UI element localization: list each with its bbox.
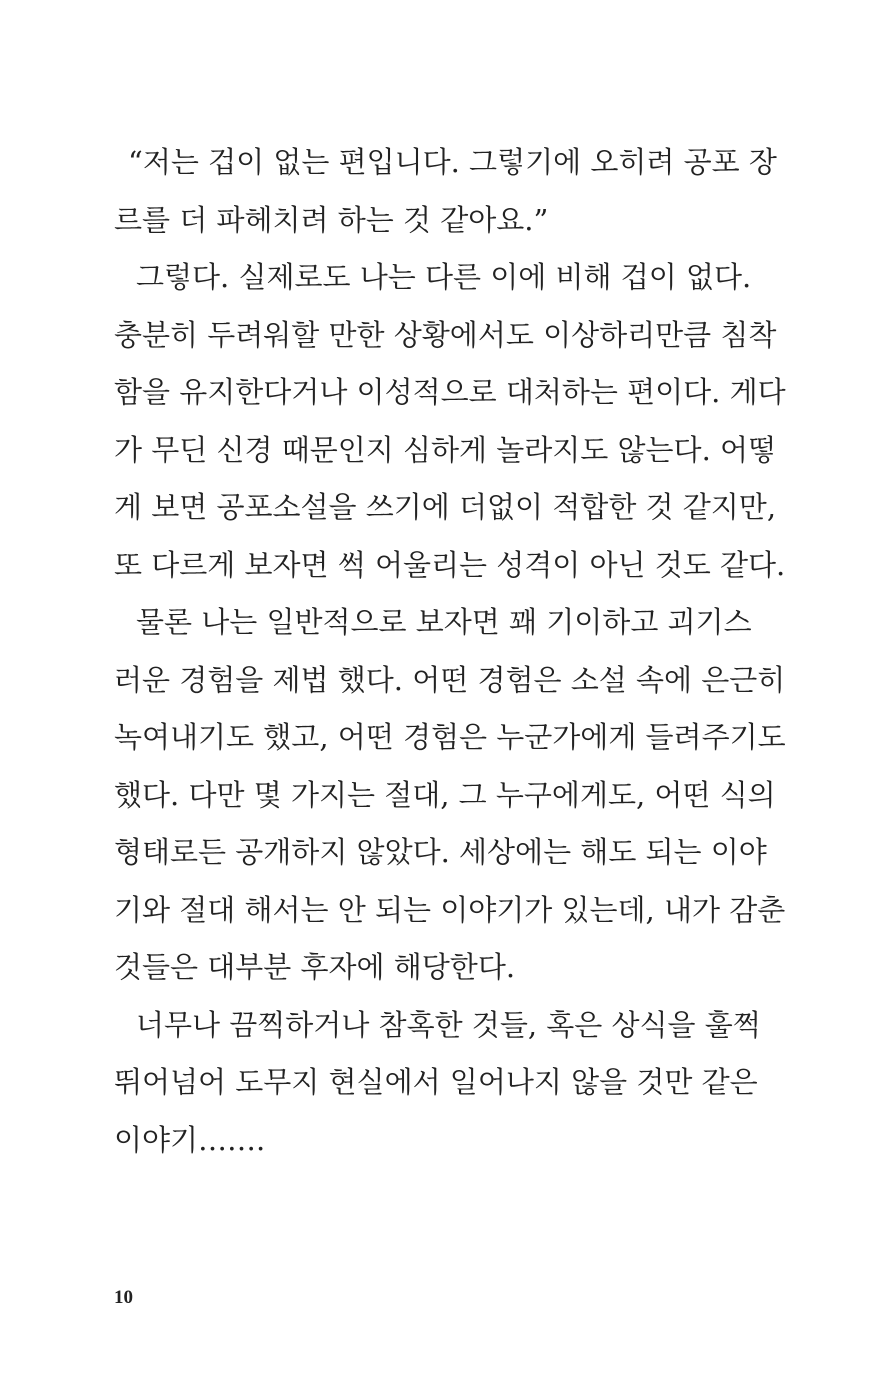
text-line: 충분히 두려워할 만한 상황에서도 이상하리만큼 침착 xyxy=(114,317,777,352)
text-line: 너무나 끔찍하거나 참혹한 것들, 혹은 상식을 훌쩍 xyxy=(136,1007,761,1042)
text-line: 뛰어넘어 도무지 현실에서 일어나지 않을 것만 같은 xyxy=(114,1065,758,1099)
text-line: 르를 더 파헤치려 하는 것 같아요.” xyxy=(114,202,549,237)
body-text xyxy=(114,134,786,1169)
text-line: 이야기……. xyxy=(114,1122,266,1157)
text-line: 게 보면 공포소설을 쓰기에 더없이 적합한 것 같지만, xyxy=(114,490,777,524)
text-line: 또 다르게 보자면 썩 어울리는 성격이 아닌 것도 같다. xyxy=(114,547,786,582)
text-line: 그렇다. 실제로도 나는 다른 이에 비해 겁이 없다. xyxy=(136,260,752,294)
page-number: 10 xyxy=(114,1287,133,1308)
text-line: “저는 겁이 없는 편입니다. 그렇기에 오히려 공포 장 xyxy=(128,145,777,179)
text-line: 물론 나는 일반적으로 보자면 꽤 기이하고 괴기스 xyxy=(136,605,752,639)
text-line: 함을 유지한다거나 이성적으로 대처하는 편이다. 게다 xyxy=(114,375,786,409)
text-line: 형태로든 공개하지 않았다. 세상에는 해도 되는 이야 xyxy=(114,835,767,869)
text-line: 것들은 대부분 후자에 해당한다. xyxy=(114,950,516,984)
text-line: 러운 경험을 제법 했다. 어떤 경험은 소설 속에 은근히 xyxy=(114,662,786,697)
text-line: 기와 절대 해서는 안 되는 이야기가 있는데, 내가 감춘 xyxy=(114,892,786,927)
text-line: 가 무딘 신경 때문인지 심하게 놀라지도 않는다. 어떻 xyxy=(114,432,777,467)
text-line: 녹여내기도 했고, 어떤 경험은 누군가에게 들려주기도 xyxy=(114,720,786,754)
text-line: 했다. 다만 몇 가지는 절대, 그 누구에게도, 어떤 식의 xyxy=(114,777,776,812)
